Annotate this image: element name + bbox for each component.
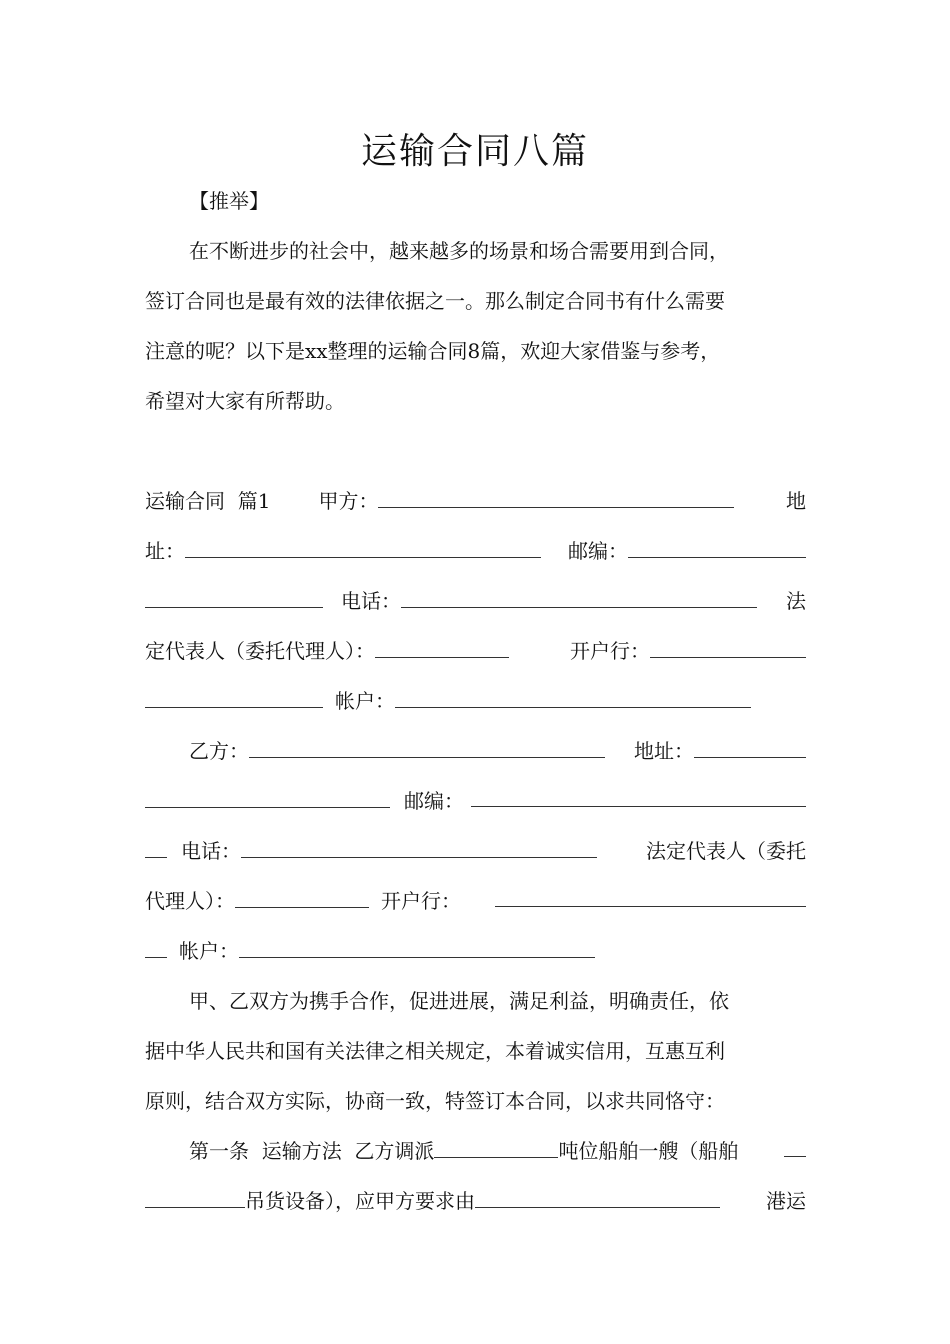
address-label-part1: 地 xyxy=(786,489,806,513)
intro-line-3: 注意的呢？以下是xx整理的运输合同8篇，欢迎大家借鉴与参考， xyxy=(145,339,721,363)
article1-text-c: 吊货设备），应甲方要求由 xyxy=(245,1189,475,1213)
bank-b-blank-cont[interactable] xyxy=(145,937,167,958)
legal-rep-b-label-part1: 法定代表人（委托 xyxy=(646,839,806,863)
address-b-label: 地址： xyxy=(634,739,694,763)
address-label-part2: 址： xyxy=(145,539,185,563)
equipment-blank-cont[interactable] xyxy=(145,1187,245,1208)
preamble-line-1: 甲、乙双方为携手合作，促进进展，满足利益，明确责任，依 xyxy=(189,989,729,1013)
legal-rep-b-blank[interactable] xyxy=(235,887,369,908)
intro-line-1: 在不断进步的社会中，越来越多的场景和场合需要用到合同， xyxy=(189,239,729,263)
account-label: 帐户： xyxy=(335,689,395,713)
intro-line-4: 希望对大家有所帮助。 xyxy=(145,389,345,413)
article1-text-b: 吨位船舶一艘（船舶 xyxy=(558,1139,739,1163)
legal-rep-label-part1: 法 xyxy=(786,589,806,613)
address-a-blank[interactable] xyxy=(185,537,541,558)
phone-label: 电话： xyxy=(341,589,401,613)
phone-a-blank[interactable] xyxy=(401,587,757,608)
party-b-blank[interactable] xyxy=(249,737,605,758)
contract1-line-5 xyxy=(145,686,806,716)
address-b-blank-cont[interactable] xyxy=(145,787,390,808)
phone-b-blank[interactable] xyxy=(241,837,597,858)
intro-line-2: 签订合同也是最有效的法律依据之一。那么制定合同书有什么需要 xyxy=(145,289,725,313)
contract1-line-10 xyxy=(145,936,806,966)
party-b-label: 乙方： xyxy=(189,739,249,763)
contract1-line-9 xyxy=(145,886,806,916)
zip-b-blank-cont[interactable] xyxy=(145,837,167,858)
bank-b-blank[interactable] xyxy=(495,886,806,907)
bank-label: 开户行： xyxy=(570,639,650,663)
legal-rep-b-label-part2: 代理人）： xyxy=(145,889,235,913)
contract1-line-4 xyxy=(145,636,806,666)
article1-line-1 xyxy=(145,1136,806,1166)
contract1-line-8 xyxy=(145,836,806,866)
article1-line-2 xyxy=(145,1186,806,1216)
account-b-blank[interactable] xyxy=(239,937,595,958)
preamble-line-3: 原则，结合双方实际，协商一致，特签订本合同，以求共同恪守： xyxy=(145,1089,725,1113)
zip-label: 邮编： xyxy=(568,539,628,563)
bank-a-blank-cont[interactable] xyxy=(145,687,323,708)
legal-rep-a-blank[interactable] xyxy=(375,637,509,658)
contract1-line-3 xyxy=(145,586,806,616)
zip-b-label: 邮编： xyxy=(404,789,464,813)
port-blank[interactable] xyxy=(475,1187,720,1208)
document-title: 运输合同八篇 xyxy=(360,131,589,172)
bank-b-label: 开户行： xyxy=(381,889,461,913)
preamble-line-2: 据中华人民共和国有关法律之相关规定，本着诚实信用，互惠互利 xyxy=(145,1039,725,1063)
zip-a-blank-cont[interactable] xyxy=(145,587,323,608)
contract1-line-2 xyxy=(145,536,806,566)
bank-a-blank[interactable] xyxy=(650,637,806,658)
address-b-blank[interactable] xyxy=(694,737,806,758)
article1-text-a: 第一条 运输方法 乙方调派 xyxy=(189,1139,435,1163)
contract1-heading: 运输合同 篇1 xyxy=(145,489,271,513)
phone-b-label: 电话： xyxy=(181,839,241,863)
equipment-blank[interactable] xyxy=(784,1136,806,1157)
account-b-label: 帐户： xyxy=(179,939,239,963)
tonnage-blank[interactable] xyxy=(434,1137,558,1158)
zip-a-blank[interactable] xyxy=(628,537,806,558)
article1-text-d: 港运 xyxy=(766,1189,806,1213)
recommend-tag: 【推举】 xyxy=(189,189,269,213)
contract1-line-1 xyxy=(145,486,806,516)
contract1-line-7 xyxy=(145,786,806,816)
zip-b-blank[interactable] xyxy=(471,786,806,807)
contract1-line-6 xyxy=(145,736,806,766)
account-a-blank[interactable] xyxy=(395,687,751,708)
party-a-blank[interactable] xyxy=(378,487,734,508)
party-a-label: 甲方： xyxy=(318,489,379,513)
legal-rep-label-part2: 定代表人（委托代理人）： xyxy=(145,639,375,663)
